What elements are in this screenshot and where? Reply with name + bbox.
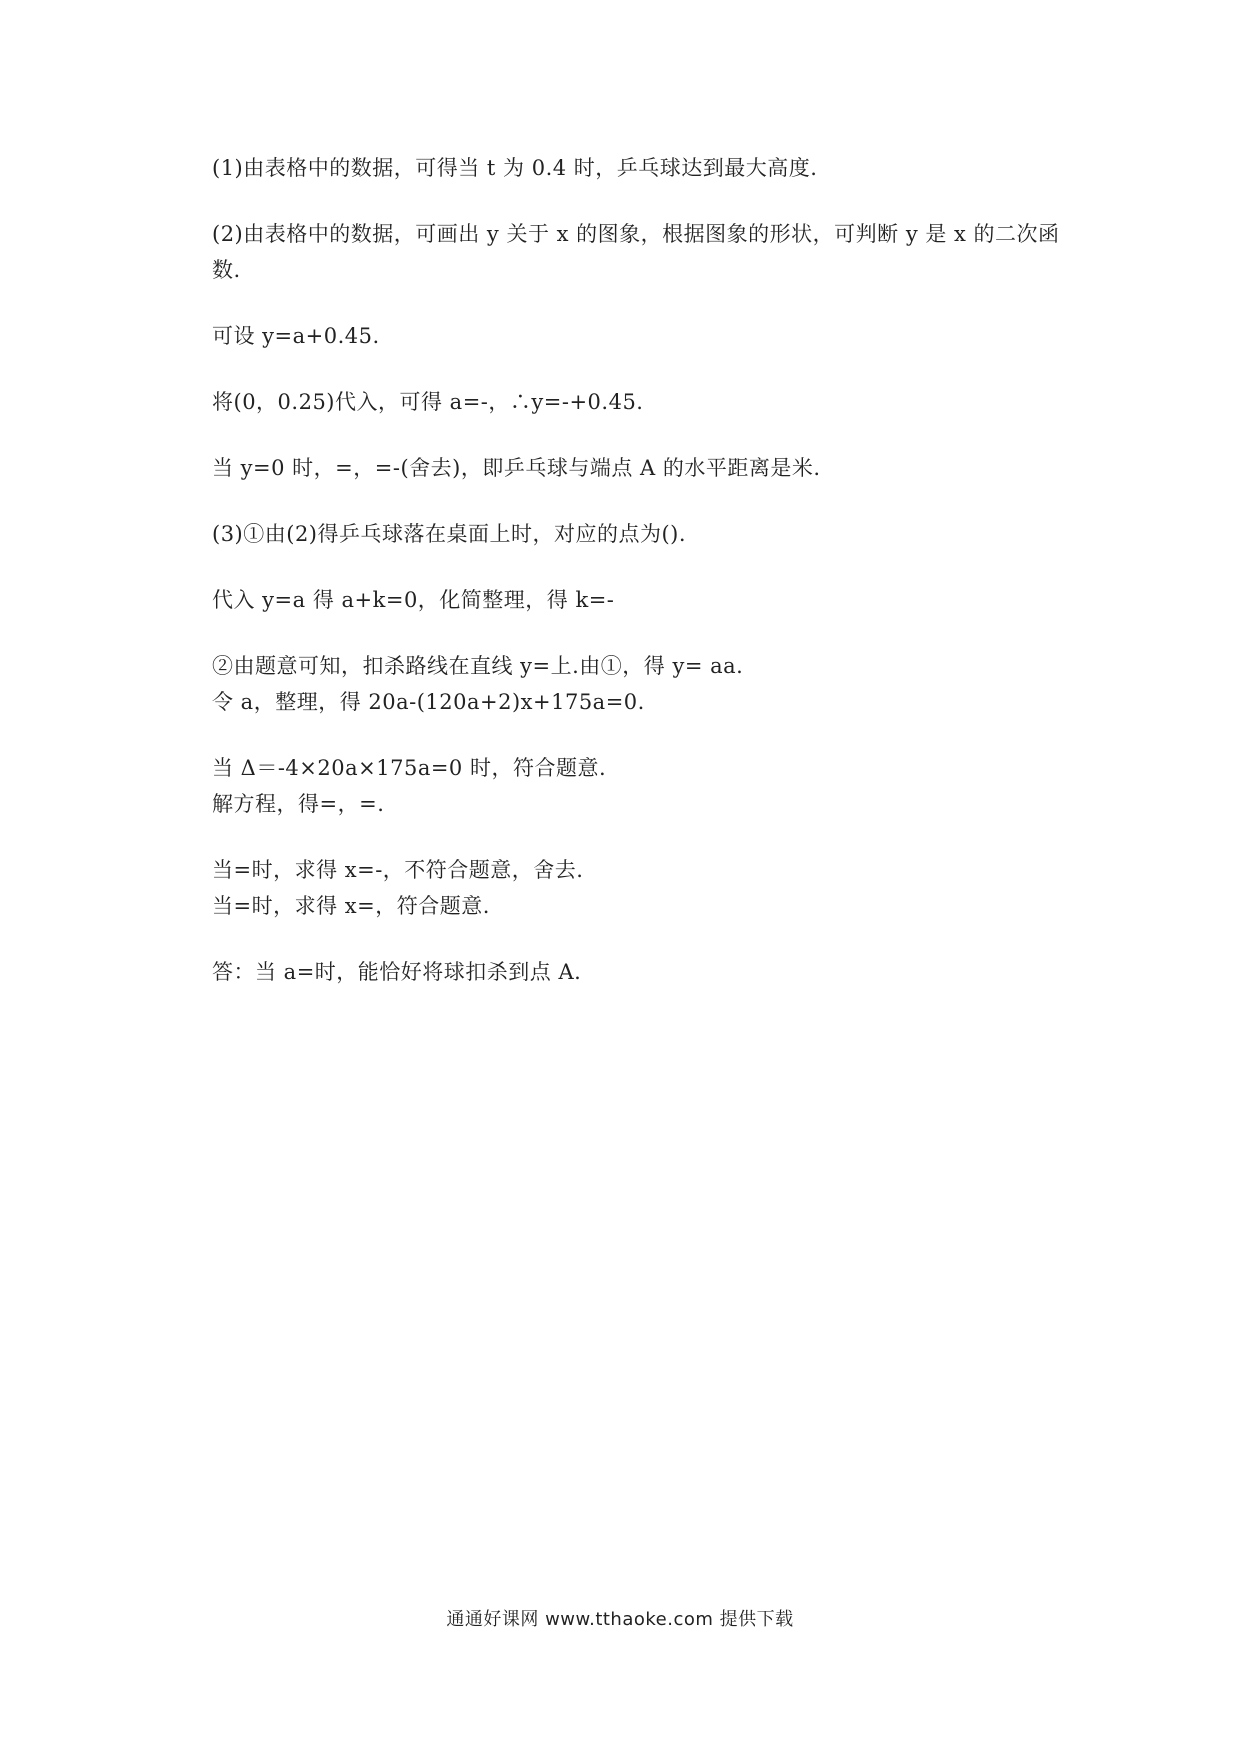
text-line: 当 y=0 时，=，=-(舍去)，即乒乓球与端点 A 的水平距离是米. [212,456,821,480]
paragraph-6 [212,516,1062,552]
paragraph-11 [212,954,1062,990]
paragraph-7 [212,582,1062,618]
text-line: 代入 y=a 得 a+k=0，化简整理，得 k=- [212,588,615,612]
text-line: (1)由表格中的数据，可得当 t 为 0.4 时，乒乓球达到最大高度. [212,156,818,180]
paragraph-9 [212,750,1062,822]
page-footer: 通通好课网 www.tthaoke.com 提供下载 [446,1609,794,1630]
paragraph-3 [212,318,1062,354]
text-line: 当=时，求得 x=，符合题意. [212,894,490,918]
paragraph-5 [212,450,1062,486]
text-line: ②由题意可知，扣杀路线在直线 y=上.由①，得 y= aa. [212,654,744,678]
text-line: 可设 y=a+0.45. [212,324,380,348]
paragraph-4 [212,384,1062,420]
paragraph-8 [212,648,1062,720]
text-line: 当=时，求得 x=-，不符合题意，舍去. [212,858,584,882]
text-line: 令 a，整理，得 20a-(120a+2)x+175a=0. [212,690,645,714]
text-line: 答：当 a=时，能恰好将球扣杀到点 A. [212,960,582,984]
text-line: 将(0，0.25)代入，可得 a=-，∴y=-+0.45. [212,390,644,414]
text-line: 当 Δ＝-4×20a×175a=0 时，符合题意. [212,756,607,780]
solution-body [212,150,1062,990]
paragraph-2 [212,216,1062,288]
paragraph-1 [212,150,1062,186]
paragraph-10 [212,852,1062,924]
text-line: (3)①由(2)得乒乓球落在桌面上时，对应的点为(). [212,522,687,546]
text-line: (2)由表格中的数据，可画出 y 关于 x 的图象，根据图象的形状，可判断 y 是 x 的二次函数. [212,222,1060,282]
text-line: 解方程，得=，=. [212,792,385,816]
